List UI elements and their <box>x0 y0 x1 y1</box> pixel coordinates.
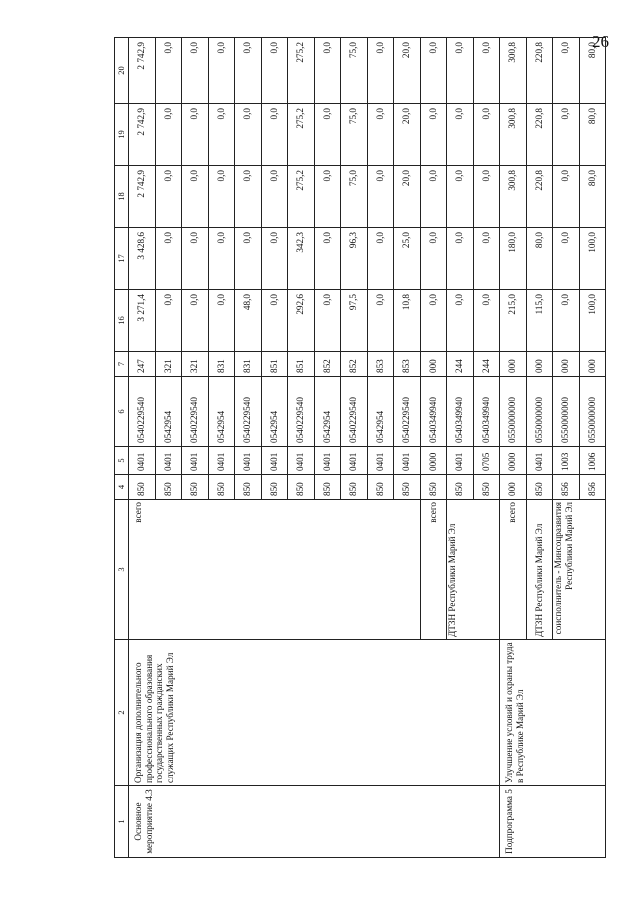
cell-vr: 831 <box>208 352 235 377</box>
cell-value-19: 0,0 <box>314 104 341 166</box>
cell-grbs: 850 <box>129 475 156 500</box>
cell-vr: 853 <box>367 352 394 377</box>
cell-grbs: 850 <box>526 475 553 500</box>
cell-grbs: 850 <box>447 475 474 500</box>
cell-value-16: 0,0 <box>447 290 474 352</box>
cell-value-20: 0,0 <box>235 38 262 104</box>
cell-csr: 0540229540 <box>182 377 209 447</box>
cell-value-19: 2 742,9 <box>129 104 156 166</box>
cell-value-20: 0,0 <box>261 38 288 104</box>
cell-rzpr: 0401 <box>526 447 553 475</box>
cell-value-20: 80,0 <box>579 38 606 104</box>
cell-value-16: 0,0 <box>182 290 209 352</box>
cell-rzpr: 0401 <box>394 447 421 475</box>
cell-value-20: 0,0 <box>182 38 209 104</box>
cell-value-20: 0,0 <box>155 38 182 104</box>
description-cell: Организация дополнительного профессионального образования государственных гражданских служащих Республики Марий Эл <box>129 640 500 786</box>
cell-value-17: 0,0 <box>235 228 262 290</box>
cell-vr: 244 <box>473 352 500 377</box>
cell-grbs: 850 <box>394 475 421 500</box>
executor-cell: соисполнитель - Минсоцразвития Республики Марий Эл <box>553 500 606 640</box>
cell-value-18: 0,0 <box>208 166 235 228</box>
cell-grbs: 850 <box>261 475 288 500</box>
header-cell-1: 1 <box>115 786 129 858</box>
cell-vr: 321 <box>155 352 182 377</box>
cell-value-17: 0,0 <box>208 228 235 290</box>
cell-grbs: 850 <box>367 475 394 500</box>
cell-value-16: 0,0 <box>367 290 394 352</box>
cell-grbs: 000 <box>500 475 527 500</box>
cell-value-17: 25,0 <box>394 228 421 290</box>
cell-value-18: 0,0 <box>473 166 500 228</box>
table-body <box>129 38 606 858</box>
cell-rzpr: 1006 <box>579 447 606 475</box>
table-row <box>500 38 527 858</box>
cell-value-18: 0,0 <box>367 166 394 228</box>
cell-value-20: 20,0 <box>394 38 421 104</box>
cell-rzpr: 0000 <box>420 447 447 475</box>
cell-value-17: 96,3 <box>341 228 368 290</box>
cell-value-18: 0,0 <box>155 166 182 228</box>
cell-grbs: 850 <box>314 475 341 500</box>
cell-value-16: 215,0 <box>500 290 527 352</box>
cell-value-20: 0,0 <box>420 38 447 104</box>
cell-value-18: 20,0 <box>394 166 421 228</box>
cell-value-19: 0,0 <box>553 104 580 166</box>
cell-value-18: 275,2 <box>288 166 315 228</box>
cell-value-20: 0,0 <box>447 38 474 104</box>
cell-vr: 244 <box>447 352 474 377</box>
cell-rzpr: 0401 <box>155 447 182 475</box>
cell-rzpr: 1003 <box>553 447 580 475</box>
header-cell-7: 7 <box>115 352 129 377</box>
cell-value-20: 0,0 <box>314 38 341 104</box>
cell-csr: 0540229540 <box>235 377 262 447</box>
rotated-table-wrapper <box>114 38 597 858</box>
header-cell-3: 3 <box>115 500 129 640</box>
cell-value-16: 97,5 <box>341 290 368 352</box>
cell-csr: 0540229540 <box>341 377 368 447</box>
cell-rzpr: 0401 <box>314 447 341 475</box>
cell-value-19: 80,0 <box>579 104 606 166</box>
header-cell-16: 16 <box>115 290 129 352</box>
cell-value-18: 300,8 <box>500 166 527 228</box>
cell-csr: 0550000000 <box>526 377 553 447</box>
cell-csr: 0542954 <box>155 377 182 447</box>
cell-value-16: 0,0 <box>473 290 500 352</box>
cell-value-17: 0,0 <box>447 228 474 290</box>
cell-value-16: 10,8 <box>394 290 421 352</box>
cell-value-16: 0,0 <box>155 290 182 352</box>
cell-value-17: 0,0 <box>473 228 500 290</box>
cell-csr: 0550000000 <box>553 377 580 447</box>
executor-cell: ДТЗН Республики Марий Эл <box>447 500 500 640</box>
table-row <box>129 38 156 858</box>
cell-value-20: 275,2 <box>288 38 315 104</box>
cell-value-16: 3 271,4 <box>129 290 156 352</box>
cell-vr: 000 <box>553 352 580 377</box>
cell-value-19: 0,0 <box>473 104 500 166</box>
cell-value-20: 75,0 <box>341 38 368 104</box>
cell-value-18: 75,0 <box>341 166 368 228</box>
cell-csr: 0540229540 <box>129 377 156 447</box>
cell-value-17: 342,3 <box>288 228 315 290</box>
cell-value-19: 300,8 <box>500 104 527 166</box>
cell-value-17: 0,0 <box>314 228 341 290</box>
cell-value-17: 0,0 <box>420 228 447 290</box>
cell-csr: 0540349940 <box>420 377 447 447</box>
cell-grbs: 856 <box>579 475 606 500</box>
cell-value-17: 3 428,6 <box>129 228 156 290</box>
cell-grbs: 850 <box>420 475 447 500</box>
cell-value-16: 0,0 <box>314 290 341 352</box>
cell-grbs: 850 <box>473 475 500 500</box>
cell-value-16: 292,6 <box>288 290 315 352</box>
header-cell-20: 20 <box>115 38 129 104</box>
cell-csr: 0540229540 <box>288 377 315 447</box>
cell-rzpr: 0401 <box>129 447 156 475</box>
cell-rzpr: 0401 <box>341 447 368 475</box>
cell-value-20: 0,0 <box>367 38 394 104</box>
cell-grbs: 850 <box>341 475 368 500</box>
cell-value-16: 115,0 <box>526 290 553 352</box>
cell-value-17: 0,0 <box>553 228 580 290</box>
cell-rzpr: 0401 <box>367 447 394 475</box>
cell-value-16: 48,0 <box>235 290 262 352</box>
cell-value-20: 0,0 <box>208 38 235 104</box>
cell-vr: 831 <box>235 352 262 377</box>
budget-table <box>114 37 606 858</box>
cell-rzpr: 0401 <box>182 447 209 475</box>
cell-vr: 000 <box>579 352 606 377</box>
cell-value-17: 0,0 <box>182 228 209 290</box>
cell-value-19: 0,0 <box>208 104 235 166</box>
executor-cell: ДТЗН Республики Марий Эл <box>526 500 553 640</box>
header-cell-4: 4 <box>115 475 129 500</box>
cell-csr: 0550000000 <box>579 377 606 447</box>
cell-csr: 0540349940 <box>447 377 474 447</box>
cell-value-18: 0,0 <box>314 166 341 228</box>
cell-value-18: 0,0 <box>235 166 262 228</box>
cell-value-19: 0,0 <box>447 104 474 166</box>
cell-value-17: 100,0 <box>579 228 606 290</box>
cell-csr: 0542954 <box>367 377 394 447</box>
cell-value-19: 0,0 <box>155 104 182 166</box>
cell-rzpr: 0000 <box>500 447 527 475</box>
cell-value-20: 300,8 <box>500 38 527 104</box>
cell-csr: 0542954 <box>208 377 235 447</box>
row-label-cell: Подпрограмма 5 <box>500 786 606 858</box>
cell-vr: 851 <box>261 352 288 377</box>
cell-vr: 852 <box>314 352 341 377</box>
cell-value-19: 0,0 <box>235 104 262 166</box>
header-cell-2: 2 <box>115 640 129 786</box>
header-cell-5: 5 <box>115 447 129 475</box>
cell-value-19: 220,8 <box>526 104 553 166</box>
cell-value-16: 0,0 <box>553 290 580 352</box>
cell-value-17: 0,0 <box>261 228 288 290</box>
cell-value-17: 0,0 <box>155 228 182 290</box>
header-row <box>115 38 129 858</box>
description-cell: Улучшение условий и охраны труда в Республике Марий Эл <box>500 640 606 786</box>
cell-value-19: 0,0 <box>261 104 288 166</box>
cell-value-18: 0,0 <box>420 166 447 228</box>
cell-vr: 247 <box>129 352 156 377</box>
cell-value-16: 0,0 <box>208 290 235 352</box>
executor-cell: всего <box>129 500 421 640</box>
cell-vr: 853 <box>394 352 421 377</box>
header-cell-6: 6 <box>115 377 129 447</box>
cell-value-18: 0,0 <box>447 166 474 228</box>
cell-value-18: 0,0 <box>261 166 288 228</box>
cell-value-17: 80,0 <box>526 228 553 290</box>
cell-value-20: 2 742,9 <box>129 38 156 104</box>
cell-vr: 000 <box>500 352 527 377</box>
cell-rzpr: 0401 <box>447 447 474 475</box>
cell-value-19: 0,0 <box>367 104 394 166</box>
cell-vr: 000 <box>420 352 447 377</box>
cell-grbs: 850 <box>208 475 235 500</box>
cell-rzpr: 0401 <box>288 447 315 475</box>
cell-value-19: 0,0 <box>182 104 209 166</box>
executor-cell: всего <box>420 500 447 640</box>
cell-value-18: 0,0 <box>553 166 580 228</box>
cell-rzpr: 0705 <box>473 447 500 475</box>
cell-csr: 0540229540 <box>394 377 421 447</box>
cell-value-18: 220,8 <box>526 166 553 228</box>
header-cell-17: 17 <box>115 228 129 290</box>
cell-csr: 0540349940 <box>473 377 500 447</box>
cell-value-17: 180,0 <box>500 228 527 290</box>
cell-rzpr: 0401 <box>235 447 262 475</box>
cell-rzpr: 0401 <box>261 447 288 475</box>
cell-value-16: 0,0 <box>420 290 447 352</box>
header-cell-18: 18 <box>115 166 129 228</box>
cell-value-20: 0,0 <box>473 38 500 104</box>
cell-csr: 0542954 <box>314 377 341 447</box>
cell-csr: 0550000000 <box>500 377 527 447</box>
cell-value-20: 0,0 <box>553 38 580 104</box>
executor-cell: всего <box>500 500 527 640</box>
cell-grbs: 850 <box>235 475 262 500</box>
cell-vr: 321 <box>182 352 209 377</box>
cell-value-17: 0,0 <box>367 228 394 290</box>
cell-value-19: 75,0 <box>341 104 368 166</box>
header-cell-19: 19 <box>115 104 129 166</box>
page-number: 26 <box>592 32 609 51</box>
cell-value-19: 20,0 <box>394 104 421 166</box>
cell-grbs: 850 <box>155 475 182 500</box>
cell-value-18: 2 742,9 <box>129 166 156 228</box>
cell-value-19: 275,2 <box>288 104 315 166</box>
cell-vr: 851 <box>288 352 315 377</box>
cell-rzpr: 0401 <box>208 447 235 475</box>
cell-value-18: 0,0 <box>182 166 209 228</box>
cell-value-20: 220,8 <box>526 38 553 104</box>
cell-grbs: 850 <box>288 475 315 500</box>
cell-grbs: 856 <box>553 475 580 500</box>
cell-vr: 852 <box>341 352 368 377</box>
cell-csr: 0542954 <box>261 377 288 447</box>
cell-value-18: 80,0 <box>579 166 606 228</box>
cell-value-16: 100,0 <box>579 290 606 352</box>
cell-grbs: 850 <box>182 475 209 500</box>
row-label-cell: Основное мероприятие 4.3 <box>129 786 500 858</box>
cell-vr: 000 <box>526 352 553 377</box>
cell-value-16: 0,0 <box>261 290 288 352</box>
cell-value-19: 0,0 <box>420 104 447 166</box>
